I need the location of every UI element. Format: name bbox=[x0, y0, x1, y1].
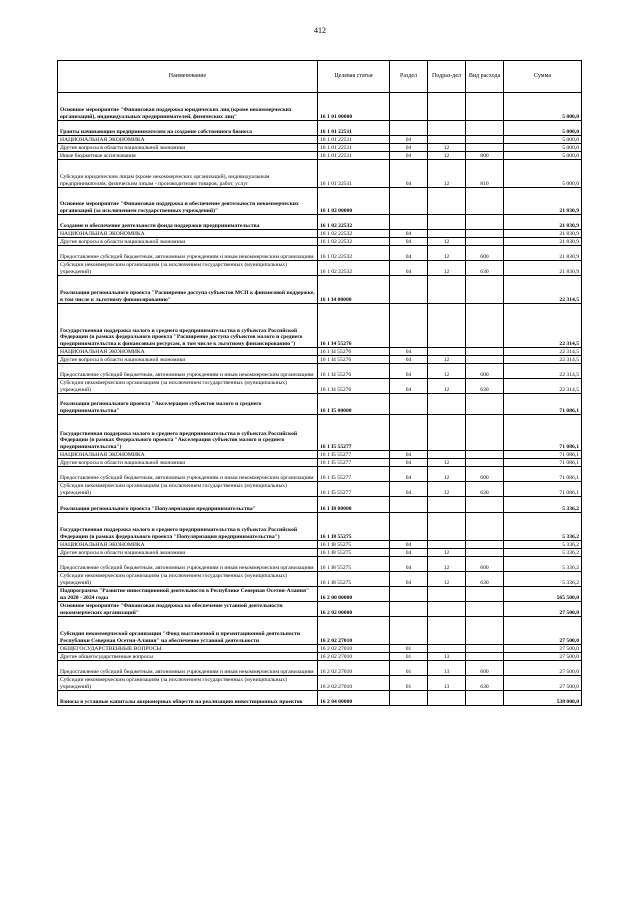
row-name: Предоставление субсидий бюджетным, автономным учреждениям и иным некоммерческим организациям bbox=[58, 557, 318, 572]
table-row bbox=[58, 415, 582, 451]
row-section bbox=[390, 304, 428, 348]
row-subsection bbox=[428, 691, 466, 706]
row-subsection: 12 bbox=[428, 160, 466, 188]
row-sum: 21 830,9 bbox=[504, 188, 582, 215]
row-sum: 71 086,1 bbox=[504, 482, 582, 497]
row-subsection: 12 bbox=[428, 482, 466, 497]
row-sum: 5 000,0 bbox=[504, 121, 582, 136]
row-expense-type bbox=[466, 238, 504, 246]
row-section: 04 bbox=[390, 459, 428, 467]
row-expense-type bbox=[466, 617, 504, 645]
row-expense-type: 600 bbox=[466, 557, 504, 572]
row-subsection: 12 bbox=[428, 144, 466, 152]
row-subsection bbox=[428, 602, 466, 617]
row-name: Другие вопросы в области национальной экономики bbox=[58, 459, 318, 467]
table-row bbox=[58, 549, 582, 557]
row-name: Субсидия некоммерческой организации "Фонд выставочной и презентационной деятельности Республики Северная Осетия-Алания" на обеспечение уставной деятельности bbox=[58, 617, 318, 645]
row-target-article: 16 1 02 22532 bbox=[318, 215, 390, 230]
table-row bbox=[58, 691, 582, 706]
row-name: Основное мероприятие "Финансовая поддержка на обеспечение уставной деятельности некоммерческих организаций" bbox=[58, 602, 318, 617]
table-row bbox=[58, 451, 582, 459]
row-expense-type bbox=[466, 136, 504, 144]
row-name: НАЦИОНАЛЬНАЯ ЭКОНОМИКА bbox=[58, 348, 318, 356]
row-subsection: 12 bbox=[428, 549, 466, 557]
row-sum: 5 336,2 bbox=[504, 572, 582, 587]
table-row bbox=[58, 348, 582, 356]
row-target-article: 16 2 02 27010 bbox=[318, 661, 390, 676]
row-subsection bbox=[428, 497, 466, 513]
row-target-article: 16 2 00 00000 bbox=[318, 587, 390, 602]
row-section bbox=[390, 121, 428, 136]
row-sum: 21 830,9 bbox=[504, 230, 582, 238]
row-subsection bbox=[428, 451, 466, 459]
table-row bbox=[58, 261, 582, 276]
row-name: Реализация регионального проекта "Популяризация предпринимательства" bbox=[58, 497, 318, 513]
table-row bbox=[58, 557, 582, 572]
row-name: Другие вопросы в области национальной экономики bbox=[58, 549, 318, 557]
row-target-article: 16 1 01 00000 bbox=[318, 93, 390, 121]
budget-table bbox=[57, 60, 582, 706]
row-target-article: 16 1 I8 55275 bbox=[318, 549, 390, 557]
row-section: 01 bbox=[390, 653, 428, 661]
table-row bbox=[58, 379, 582, 394]
row-sum: 5 336,2 bbox=[504, 497, 582, 513]
row-name: Субсидии некоммерческим организациям (за исключением государственных (муниципальных) учреждений) bbox=[58, 261, 318, 276]
row-name: Субсидии некоммерческим организациям (за исключением государственных (муниципальных) учреждений) bbox=[58, 572, 318, 587]
row-section: 04 bbox=[390, 572, 428, 587]
row-subsection bbox=[428, 645, 466, 653]
row-expense-type bbox=[466, 459, 504, 467]
row-section: 04 bbox=[390, 364, 428, 379]
table-row bbox=[58, 497, 582, 513]
row-expense-type bbox=[466, 497, 504, 513]
row-section: 04 bbox=[390, 482, 428, 497]
row-section: 04 bbox=[390, 230, 428, 238]
row-sum: 21 830,9 bbox=[504, 261, 582, 276]
row-expense-type: 800 bbox=[466, 152, 504, 160]
table-row bbox=[58, 93, 582, 121]
row-target-article: 16 2 02 27010 bbox=[318, 676, 390, 691]
row-target-article: 16 1 I8 55275 bbox=[318, 557, 390, 572]
row-section bbox=[390, 93, 428, 121]
row-sum: 27 500,0 bbox=[504, 661, 582, 676]
row-subsection bbox=[428, 348, 466, 356]
row-section: 04 bbox=[390, 379, 428, 394]
row-section bbox=[390, 497, 428, 513]
row-section: 04 bbox=[390, 144, 428, 152]
row-subsection: 13 bbox=[428, 661, 466, 676]
row-expense-type: 600 bbox=[466, 661, 504, 676]
row-expense-type bbox=[466, 415, 504, 451]
table-row bbox=[58, 653, 582, 661]
row-section bbox=[390, 513, 428, 541]
row-expense-type bbox=[466, 587, 504, 602]
row-sum: 5 336,2 bbox=[504, 549, 582, 557]
row-expense-type bbox=[466, 451, 504, 459]
row-subsection bbox=[428, 541, 466, 549]
row-sum: 21 830,9 bbox=[504, 246, 582, 261]
row-subsection bbox=[428, 230, 466, 238]
row-sum: 71 086,1 bbox=[504, 415, 582, 451]
table-row bbox=[58, 246, 582, 261]
row-section: 04 bbox=[390, 549, 428, 557]
header-name: Наименование bbox=[58, 61, 318, 93]
row-section: 04 bbox=[390, 261, 428, 276]
row-name: Предоставление субсидий бюджетным, автономным учреждениям и иным некоммерческим организациям bbox=[58, 661, 318, 676]
row-expense-type bbox=[466, 549, 504, 557]
row-target-article: 16 1 I4 00000 bbox=[318, 276, 390, 304]
row-sum: 22 314,5 bbox=[504, 304, 582, 348]
row-section: 04 bbox=[390, 541, 428, 549]
table-row bbox=[58, 617, 582, 645]
row-name: Основное мероприятие "Финансовая поддержка и обеспечение деятельности некоммерческих организаций (за исключением государственных учреждений)" bbox=[58, 188, 318, 215]
row-expense-type: 630 bbox=[466, 482, 504, 497]
row-expense-type: 630 bbox=[466, 676, 504, 691]
table-row bbox=[58, 215, 582, 230]
row-sum: 27 500,0 bbox=[504, 645, 582, 653]
row-subsection bbox=[428, 587, 466, 602]
row-subsection bbox=[428, 93, 466, 121]
row-target-article: 16 1 I4 55276 bbox=[318, 379, 390, 394]
row-section: 04 bbox=[390, 467, 428, 482]
row-target-article: 16 2 02 27010 bbox=[318, 653, 390, 661]
row-name: Государственная поддержка малого и среднего предпринимательства в субъектах Российской Федерации (в рамках федерального проекта "Расширение доступа субъектов малого и среднего предпринимательства к финансовым ресурсам, в том числе к льготному финансированию") bbox=[58, 304, 318, 348]
table-row bbox=[58, 676, 582, 691]
row-subsection bbox=[428, 276, 466, 304]
row-name: Создание и обеспечение деятельности фонда поддержки предпринимательства bbox=[58, 215, 318, 230]
row-target-article: 16 1 01 22511 bbox=[318, 152, 390, 160]
row-sum: 5 000,0 bbox=[504, 152, 582, 160]
row-expense-type bbox=[466, 691, 504, 706]
row-name: Предоставление субсидий бюджетным, автономным учреждениям и иным некоммерческим организациям bbox=[58, 246, 318, 261]
row-target-article: 16 1 01 22511 bbox=[318, 136, 390, 144]
table-row bbox=[58, 136, 582, 144]
row-name: Субсидии некоммерческим организациям (за исключением государственных (муниципальных) учреждений) bbox=[58, 676, 318, 691]
row-section bbox=[390, 691, 428, 706]
row-expense-type bbox=[466, 230, 504, 238]
row-sum: 22 314,5 bbox=[504, 364, 582, 379]
row-section bbox=[390, 587, 428, 602]
row-subsection: 12 bbox=[428, 246, 466, 261]
row-sum: 71 086,1 bbox=[504, 467, 582, 482]
row-sum: 27 500,0 bbox=[504, 602, 582, 617]
row-target-article: 16 1 02 22532 bbox=[318, 238, 390, 246]
row-target-article: 16 1 I8 00000 bbox=[318, 497, 390, 513]
row-section: 04 bbox=[390, 160, 428, 188]
row-sum: 538 000,0 bbox=[504, 691, 582, 706]
row-sum: 71 086,1 bbox=[504, 394, 582, 415]
row-sum: 5 336,2 bbox=[504, 541, 582, 549]
row-expense-type bbox=[466, 93, 504, 121]
row-subsection: 12 bbox=[428, 459, 466, 467]
row-expense-type: 810 bbox=[466, 160, 504, 188]
row-expense-type: 630 bbox=[466, 261, 504, 276]
row-target-article: 16 1 02 22532 bbox=[318, 230, 390, 238]
row-name: Подпрограмма "Развитие инвестиционной деятельности в Республике Северная Осетия-Алания" на 2020 - 2024 годы bbox=[58, 587, 318, 602]
row-section: 04 bbox=[390, 356, 428, 364]
row-sum: 5 000,0 bbox=[504, 93, 582, 121]
table-row bbox=[58, 304, 582, 348]
row-target-article: 16 1 I8 55275 bbox=[318, 513, 390, 541]
row-target-article: 16 1 I4 55276 bbox=[318, 304, 390, 348]
row-sum: 71 086,1 bbox=[504, 451, 582, 459]
row-section: 04 bbox=[390, 136, 428, 144]
row-name: Предоставление субсидий бюджетным, автономным учреждениям и иным некоммерческим организациям bbox=[58, 364, 318, 379]
row-name: Предоставление субсидий бюджетным, автономным учреждениям и иным некоммерческим организациям bbox=[58, 467, 318, 482]
table-row bbox=[58, 152, 582, 160]
table-row bbox=[58, 276, 582, 304]
row-section: 04 bbox=[390, 451, 428, 459]
table-row bbox=[58, 572, 582, 587]
table-row bbox=[58, 541, 582, 549]
row-expense-type bbox=[466, 541, 504, 549]
row-section: 04 bbox=[390, 557, 428, 572]
row-target-article: 16 1 02 00000 bbox=[318, 188, 390, 215]
row-subsection bbox=[428, 617, 466, 645]
row-expense-type bbox=[466, 188, 504, 215]
row-subsection bbox=[428, 215, 466, 230]
row-sum: 22 314,5 bbox=[504, 356, 582, 364]
row-section: 01 bbox=[390, 676, 428, 691]
row-expense-type bbox=[466, 394, 504, 415]
row-name: ОБЩЕГОСУДАРСТВЕННЫЕ ВОПРОСЫ bbox=[58, 645, 318, 653]
row-name: НАЦИОНАЛЬНАЯ ЭКОНОМИКА bbox=[58, 136, 318, 144]
table-row bbox=[58, 459, 582, 467]
row-sum: 5 336,2 bbox=[504, 557, 582, 572]
row-sum: 27 500,0 bbox=[504, 653, 582, 661]
row-section: 04 bbox=[390, 152, 428, 160]
table-row bbox=[58, 160, 582, 188]
row-expense-type: 600 bbox=[466, 364, 504, 379]
table-row bbox=[58, 645, 582, 653]
row-section: 01 bbox=[390, 645, 428, 653]
row-subsection: 12 bbox=[428, 572, 466, 587]
table-row bbox=[58, 144, 582, 152]
row-section bbox=[390, 415, 428, 451]
row-expense-type bbox=[466, 513, 504, 541]
row-subsection bbox=[428, 415, 466, 451]
row-sum: 5 000,0 bbox=[504, 160, 582, 188]
table-row bbox=[58, 121, 582, 136]
row-section: 04 bbox=[390, 348, 428, 356]
row-target-article: 16 1 02 22532 bbox=[318, 261, 390, 276]
row-name: Взносы в уставные капиталы акционерных обществ на реализацию инвестиционных проектов bbox=[58, 691, 318, 706]
row-target-article: 16 1 I8 55275 bbox=[318, 572, 390, 587]
row-target-article: 16 1 I5 55277 bbox=[318, 467, 390, 482]
row-sum: 22 314,5 bbox=[504, 379, 582, 394]
table-row bbox=[58, 364, 582, 379]
row-expense-type bbox=[466, 348, 504, 356]
row-section: 04 bbox=[390, 238, 428, 246]
row-subsection bbox=[428, 136, 466, 144]
table-row bbox=[58, 356, 582, 364]
row-target-article: 16 1 I4 55276 bbox=[318, 356, 390, 364]
row-sum: 27 500,0 bbox=[504, 676, 582, 691]
row-name: Реализация регионального проекта "Акселерация субъектов малого и среднего предпринимательства" bbox=[58, 394, 318, 415]
row-subsection bbox=[428, 513, 466, 541]
row-subsection bbox=[428, 188, 466, 215]
row-subsection: 12 bbox=[428, 238, 466, 246]
header-sum: Сумма bbox=[504, 61, 582, 93]
row-name: Гранты начинающим предпринимателям на создание собственного бизнеса bbox=[58, 121, 318, 136]
row-section bbox=[390, 617, 428, 645]
row-target-article: 16 2 02 00000 bbox=[318, 602, 390, 617]
row-subsection: 12 bbox=[428, 152, 466, 160]
row-target-article: 16 1 01 22511 bbox=[318, 160, 390, 188]
row-name: НАЦИОНАЛЬНАЯ ЭКОНОМИКА bbox=[58, 451, 318, 459]
row-target-article: 16 1 I4 55276 bbox=[318, 364, 390, 379]
row-section bbox=[390, 394, 428, 415]
row-target-article: 16 1 I5 55277 bbox=[318, 459, 390, 467]
row-section: 01 bbox=[390, 661, 428, 676]
row-subsection: 12 bbox=[428, 467, 466, 482]
row-sum: 21 830,9 bbox=[504, 215, 582, 230]
row-sum: 22 314,5 bbox=[504, 348, 582, 356]
header-expense-type: Вид расхода bbox=[466, 61, 504, 93]
row-name: НАЦИОНАЛЬНАЯ ЭКОНОМИКА bbox=[58, 230, 318, 238]
row-name: Субсидии некоммерческим организациям (за исключением государственных (муниципальных) учреждений) bbox=[58, 379, 318, 394]
row-expense-type bbox=[466, 144, 504, 152]
row-name: Субсидии юридическим лицам (кроме некоммерческих организаций), индивидуальным предпринимателям, физическим лицам - производителям товаров, работ, услуг bbox=[58, 160, 318, 188]
row-subsection: 13 bbox=[428, 653, 466, 661]
row-subsection bbox=[428, 304, 466, 348]
row-subsection: 12 bbox=[428, 557, 466, 572]
table-row bbox=[58, 238, 582, 246]
row-expense-type bbox=[466, 215, 504, 230]
row-name: Основное мероприятие "Финансовая поддержка юридических лиц (кроме некоммерческих организаций), индивидуальных предпринимателей, физических лиц" bbox=[58, 93, 318, 121]
row-target-article: 16 2 04 00000 bbox=[318, 691, 390, 706]
row-sum: 565 500,0 bbox=[504, 587, 582, 602]
row-section: 04 bbox=[390, 246, 428, 261]
row-expense-type: 630 bbox=[466, 572, 504, 587]
row-expense-type bbox=[466, 121, 504, 136]
table-row bbox=[58, 482, 582, 497]
row-subsection: 12 bbox=[428, 364, 466, 379]
row-expense-type bbox=[466, 304, 504, 348]
row-subsection bbox=[428, 121, 466, 136]
row-name: Реализация регионального проекта "Расширение доступа субъектов МСП к финансовой поддержке, в том числе к льготному финансированию" bbox=[58, 276, 318, 304]
header-section: Раздел bbox=[390, 61, 428, 93]
row-name: Другие вопросы в области национальной экономики bbox=[58, 144, 318, 152]
row-sum: 5 000,0 bbox=[504, 144, 582, 152]
row-subsection: 12 bbox=[428, 261, 466, 276]
row-sum: 21 830,9 bbox=[504, 238, 582, 246]
row-target-article: 16 1 I5 55277 bbox=[318, 482, 390, 497]
row-subsection: 13 bbox=[428, 676, 466, 691]
row-section bbox=[390, 602, 428, 617]
table-header-row bbox=[58, 61, 582, 93]
table-row bbox=[58, 467, 582, 482]
row-target-article: 16 1 02 22532 bbox=[318, 246, 390, 261]
row-target-article: 16 1 I5 55277 bbox=[318, 415, 390, 451]
page-number: 412 bbox=[314, 26, 326, 35]
table-row bbox=[58, 661, 582, 676]
row-target-article: 16 2 02 27010 bbox=[318, 617, 390, 645]
row-section bbox=[390, 188, 428, 215]
row-target-article: 16 1 01 22511 bbox=[318, 121, 390, 136]
row-sum: 5 336,2 bbox=[504, 513, 582, 541]
row-target-article: 16 1 I8 55275 bbox=[318, 541, 390, 549]
table-row bbox=[58, 230, 582, 238]
row-sum: 27 500,0 bbox=[504, 617, 582, 645]
table-row bbox=[58, 587, 582, 602]
row-expense-type: 600 bbox=[466, 246, 504, 261]
row-target-article: 16 1 I5 55277 bbox=[318, 451, 390, 459]
row-name: Государственная поддержка малого и среднего предпринимательства в субъектах Российской Федерации (в рамках федерального проекта "Популяризация предпринимательства") bbox=[58, 513, 318, 541]
row-sum: 71 086,1 bbox=[504, 459, 582, 467]
row-name: Другие общегосударственные вопросы bbox=[58, 653, 318, 661]
row-name: Государственная поддержка малого и среднего предпринимательства в субъектах Российской Федерации (в рамках Федерального проекта "Акселерация субъектов малого и среднего предпринимательства") bbox=[58, 415, 318, 451]
row-target-article: 16 2 02 27010 bbox=[318, 645, 390, 653]
row-sum: 5 000,0 bbox=[504, 136, 582, 144]
row-expense-type bbox=[466, 356, 504, 364]
row-subsection bbox=[428, 394, 466, 415]
row-sum: 22 314,5 bbox=[504, 276, 582, 304]
row-expense-type bbox=[466, 653, 504, 661]
table-row bbox=[58, 394, 582, 415]
row-target-article: 16 1 I5 00000 bbox=[318, 394, 390, 415]
row-target-article: 16 1 01 22511 bbox=[318, 144, 390, 152]
row-expense-type bbox=[466, 645, 504, 653]
row-section bbox=[390, 215, 428, 230]
table-row bbox=[58, 188, 582, 215]
row-expense-type: 630 bbox=[466, 379, 504, 394]
row-section bbox=[390, 276, 428, 304]
header-target-article: Целевая статья bbox=[318, 61, 390, 93]
table-body bbox=[58, 93, 582, 706]
row-name: Другие вопросы в области национальной экономики bbox=[58, 238, 318, 246]
row-target-article: 16 1 I4 55276 bbox=[318, 348, 390, 356]
row-expense-type bbox=[466, 602, 504, 617]
row-name: Другие вопросы в области национальной экономики bbox=[58, 356, 318, 364]
table-row bbox=[58, 513, 582, 541]
row-name: НАЦИОНАЛЬНАЯ ЭКОНОМИКА bbox=[58, 541, 318, 549]
table-row bbox=[58, 602, 582, 617]
row-name: Субсидии некоммерческим организациям (за исключением государственных (муниципальных) учреждений) bbox=[58, 482, 318, 497]
row-name: Иные бюджетные ассигнования bbox=[58, 152, 318, 160]
row-expense-type: 600 bbox=[466, 467, 504, 482]
row-subsection: 12 bbox=[428, 356, 466, 364]
header-subsection: Подраз-дел bbox=[428, 61, 466, 93]
row-subsection: 12 bbox=[428, 379, 466, 394]
row-expense-type bbox=[466, 276, 504, 304]
